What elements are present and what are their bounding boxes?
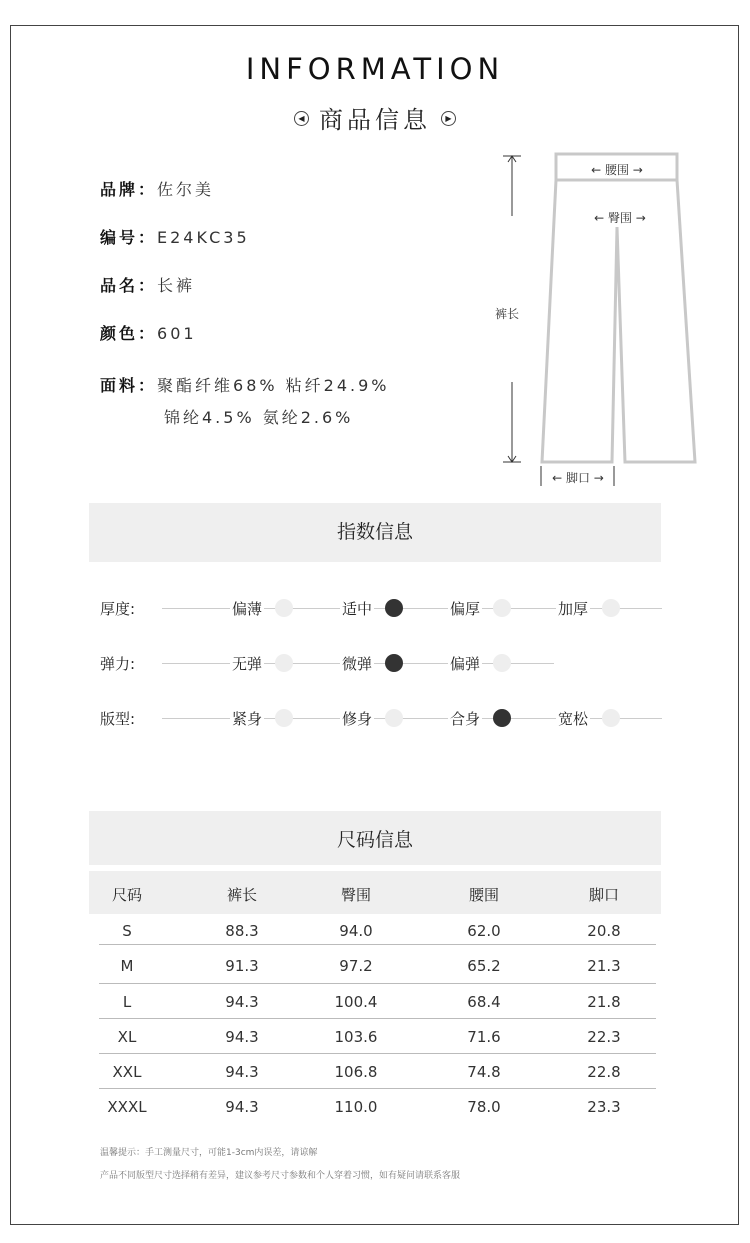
index-row-label: 厚度: (100, 600, 136, 618)
size-cell: 62.0 (467, 922, 501, 940)
size-cell: 106.8 (334, 1063, 378, 1081)
size-cell: 94.3 (225, 993, 259, 1011)
size-cell: 23.3 (587, 1098, 621, 1116)
index-dot (275, 709, 293, 727)
index-dot (602, 599, 620, 617)
info-code (100, 225, 250, 248)
row-divider (99, 1088, 656, 1089)
info-brand-label: 品牌： (100, 180, 158, 199)
index-row-elasticity (100, 653, 663, 673)
row-divider (99, 1053, 656, 1054)
index-dot (493, 654, 511, 672)
info-fabric-label: 面料： (100, 376, 158, 395)
size-cell: 20.8 (587, 922, 621, 940)
size-cell: 94.3 (225, 1098, 259, 1116)
info-fabric (100, 373, 390, 396)
size-cell: 110.0 (334, 1098, 378, 1116)
size-cell: L (122, 993, 132, 1011)
title-chinese-text: 商品信息 (319, 106, 431, 134)
hem-label: ← 脚口 → (552, 471, 604, 485)
info-name-label: 品名： (100, 276, 158, 295)
info-fabric-line2: 锦纶4.5% 氨纶2.6% (164, 408, 354, 427)
row-divider (99, 983, 656, 984)
size-cell: 94.3 (225, 1063, 259, 1081)
waist-label: ← 腰围 → (591, 163, 643, 177)
size-cell: 22.3 (587, 1028, 621, 1046)
size-cell: 94.3 (225, 1028, 259, 1046)
size-cell: M (120, 957, 134, 975)
index-dot-selected (385, 599, 403, 617)
hip-label: ← 臀围 → (594, 211, 646, 225)
index-option: 宽松 (558, 710, 589, 728)
size-header-cell: 裤长 (226, 886, 257, 904)
size-cell: 22.8 (587, 1063, 621, 1081)
index-option: 加厚 (558, 600, 589, 618)
info-code-label: 编号： (100, 228, 158, 247)
note-line-1: 温馨提示：手工测量尺寸，可能1-3cm内误差，请谅解 (100, 1148, 318, 1158)
size-header-cell: 臀围 (340, 886, 371, 904)
info-fabric-value: 聚酯纤维68% 粘纤24.9% (157, 376, 390, 395)
index-option: 微弹 (342, 655, 373, 673)
index-row-label: 版型: (100, 710, 136, 728)
index-dot (275, 654, 293, 672)
circle-left-arrow-icon: ◀ (294, 111, 309, 126)
size-cell: 91.3 (225, 957, 259, 975)
index-option: 修身 (342, 710, 373, 728)
info-color-label: 颜色： (100, 324, 158, 343)
index-option: 偏厚 (450, 600, 481, 618)
index-option: 合身 (450, 710, 481, 728)
index-option: 偏弹 (450, 655, 481, 673)
size-cell: XXL (112, 1063, 142, 1081)
size-cell: 68.4 (467, 993, 501, 1011)
info-color (100, 321, 197, 344)
size-cell: 74.8 (467, 1063, 501, 1081)
size-section-title: 尺码信息 (89, 811, 661, 865)
size-header-cell: 脚口 (588, 886, 619, 904)
index-row-label: 弹力: (100, 655, 136, 673)
index-option: 紧身 (232, 710, 263, 728)
size-cell: 100.4 (334, 993, 378, 1011)
circle-right-arrow-icon: ▶ (441, 111, 456, 126)
index-row-fit (100, 708, 663, 728)
index-dot (385, 709, 403, 727)
size-cell: XXXL (107, 1098, 147, 1116)
info-color-value: 601 (157, 324, 197, 343)
size-cell: 65.2 (467, 957, 501, 975)
title-english: INFORMATION (245, 52, 505, 86)
size-cell: S (122, 922, 132, 940)
index-option: 适中 (342, 600, 373, 618)
size-cell: 21.8 (587, 993, 621, 1011)
info-name (100, 273, 195, 296)
index-option: 偏薄 (232, 600, 263, 618)
size-header-cell: 尺码 (111, 886, 142, 904)
size-cell: 78.0 (467, 1098, 501, 1116)
index-section-title: 指数信息 (89, 503, 661, 562)
size-cell: XL (117, 1028, 137, 1046)
length-label: 裤长 (495, 307, 520, 321)
size-header-cell: 腰围 (468, 886, 499, 904)
index-row-thickness (100, 598, 663, 618)
index-dot (275, 599, 293, 617)
title-chinese (0, 100, 750, 135)
size-cell: 103.6 (334, 1028, 378, 1046)
info-brand-value: 佐尔美 (157, 180, 215, 199)
size-cell: 21.3 (587, 957, 621, 975)
note-line-2: 产品不同版型尺寸选择稍有差异，建议参考尺寸参数和个人穿着习惯，如有疑问请联系客服 (100, 1171, 461, 1181)
size-cell: 88.3 (225, 922, 259, 940)
index-option: 无弹 (232, 655, 263, 673)
size-cell: 94.0 (339, 922, 373, 940)
row-divider (99, 944, 656, 945)
size-cell: 97.2 (339, 957, 373, 975)
index-dot (602, 709, 620, 727)
info-brand (100, 177, 214, 200)
index-dot (493, 599, 511, 617)
info-name-value: 长裤 (157, 276, 196, 295)
index-dot-selected (493, 709, 511, 727)
info-code-value: E24KC35 (157, 228, 250, 247)
index-dot-selected (385, 654, 403, 672)
row-divider (99, 1018, 656, 1019)
size-cell: 71.6 (467, 1028, 501, 1046)
